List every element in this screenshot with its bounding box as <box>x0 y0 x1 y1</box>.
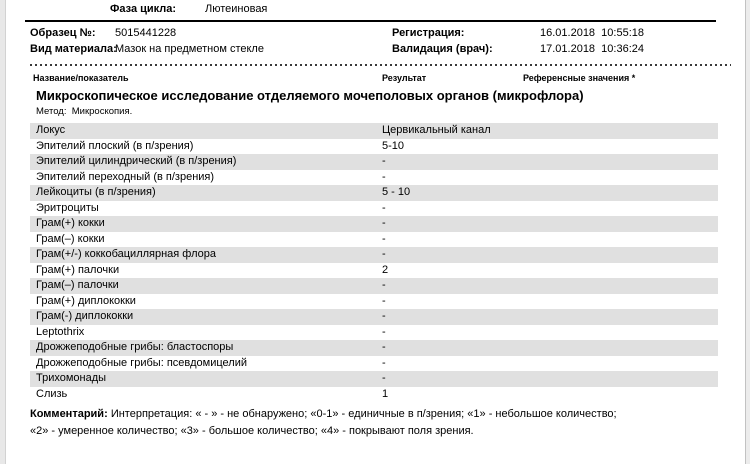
row-label: Трихомонады <box>36 372 107 384</box>
header-divider-line <box>25 20 716 22</box>
table-row <box>30 263 718 279</box>
row-label: Грам(–) палочки <box>36 279 119 291</box>
row-label: Дрожжеподобные грибы: псевдомицелий <box>36 356 247 369</box>
row-label: Эпителий переходный (в п/зрения) <box>36 170 215 183</box>
row-label: Грам(+) кокки <box>36 217 105 229</box>
phase-value: Лютеиновая <box>205 3 268 15</box>
table-row <box>30 309 718 325</box>
row-label: Слизь <box>36 387 68 400</box>
row-result: - <box>382 325 386 338</box>
row-result: 5-10 <box>382 139 405 152</box>
row-label: Грам(+) палочки <box>36 263 120 276</box>
table-row <box>30 185 718 201</box>
column-header-reference: Референсные значения * <box>523 73 636 83</box>
scrollbar-track[interactable] <box>745 0 750 464</box>
table-row <box>30 216 718 232</box>
table-row <box>30 201 718 217</box>
column-header-result: Результат <box>382 73 427 83</box>
table-row <box>30 123 718 139</box>
row-label: Локус <box>36 124 66 136</box>
sample-number-label: Образец №: <box>30 27 96 39</box>
registration-label: Регистрация: <box>392 27 465 39</box>
row-label: Грам(–) кокки <box>36 232 105 245</box>
table-row <box>30 278 718 294</box>
row-result: - <box>382 170 386 183</box>
material-type-value: Мазок на предметном стекле <box>115 43 264 55</box>
row-result: - <box>382 356 386 369</box>
table-row <box>30 154 718 170</box>
row-result: - <box>382 155 386 167</box>
section-title: Микроскопическое исследование отделяемого мочеполовых органов (микрофлора) <box>36 88 584 103</box>
comment-label: Комментарий: <box>30 408 108 420</box>
column-header-name: Название/показатель <box>33 73 129 83</box>
row-label: Грам(+) диплококки <box>36 294 136 307</box>
row-label: Дрожжеподобные грибы: бластоспоры <box>36 341 234 353</box>
row-result: - <box>382 372 386 384</box>
row-label: Эритроциты <box>36 201 99 214</box>
material-type-label: Вид материала: <box>30 43 117 55</box>
registration-value: 16.01.2018 10:55:18 <box>540 27 644 39</box>
row-result: - <box>382 279 386 291</box>
row-result: - <box>382 310 386 322</box>
table-row <box>30 340 718 356</box>
table-row <box>30 139 718 155</box>
table-row <box>30 232 718 248</box>
results-table <box>30 123 718 402</box>
row-result: - <box>382 201 386 214</box>
page-left-margin-strip <box>0 0 6 464</box>
table-row <box>30 371 718 387</box>
row-label: Лейкоциты (в п/зрения) <box>36 186 156 198</box>
row-label: Leptothrix <box>36 325 85 338</box>
row-result: - <box>382 232 386 245</box>
validation-value: 17.01.2018 10:36:24 <box>540 43 644 55</box>
comment-line-2: «2» - умеренное количество; «3» - большое количество; «4» - покрывают поля зрения. <box>30 425 474 437</box>
method-line: Метод: Микроскопия. <box>36 106 133 117</box>
table-row <box>30 325 718 341</box>
row-result: - <box>382 294 386 307</box>
table-row <box>30 387 718 403</box>
row-label: Грам(-) диплококки <box>36 310 134 322</box>
row-label: Грам(+/-) коккобациллярная флора <box>36 248 217 260</box>
row-result: - <box>382 217 386 229</box>
row-result: Цервикальный канал <box>382 124 491 136</box>
table-row <box>30 170 718 186</box>
row-label: Эпителий плоский (в п/зрения) <box>36 139 194 152</box>
table-row <box>30 356 718 372</box>
table-row <box>30 247 718 263</box>
sample-number-value: 5015441228 <box>115 27 177 39</box>
row-label: Эпителий цилиндрический (в п/зрения) <box>36 155 237 167</box>
row-result: 5 - 10 <box>382 186 411 198</box>
row-result: - <box>382 341 386 353</box>
dotted-divider-line <box>30 64 731 66</box>
row-result: - <box>382 248 386 260</box>
validation-label: Валидация (врач): <box>392 43 493 55</box>
table-row <box>30 294 718 310</box>
row-result: 2 <box>382 263 389 276</box>
row-result: 1 <box>382 387 389 400</box>
phase-label: Фаза цикла: <box>110 3 177 15</box>
comment-block <box>30 406 732 440</box>
comment-line-1 <box>30 406 732 423</box>
comment-text-1: Интерпретация: « - » - не обнаружено; «0-1» - единичные в п/зрения; «1» - небольшое количество; <box>110 408 617 420</box>
